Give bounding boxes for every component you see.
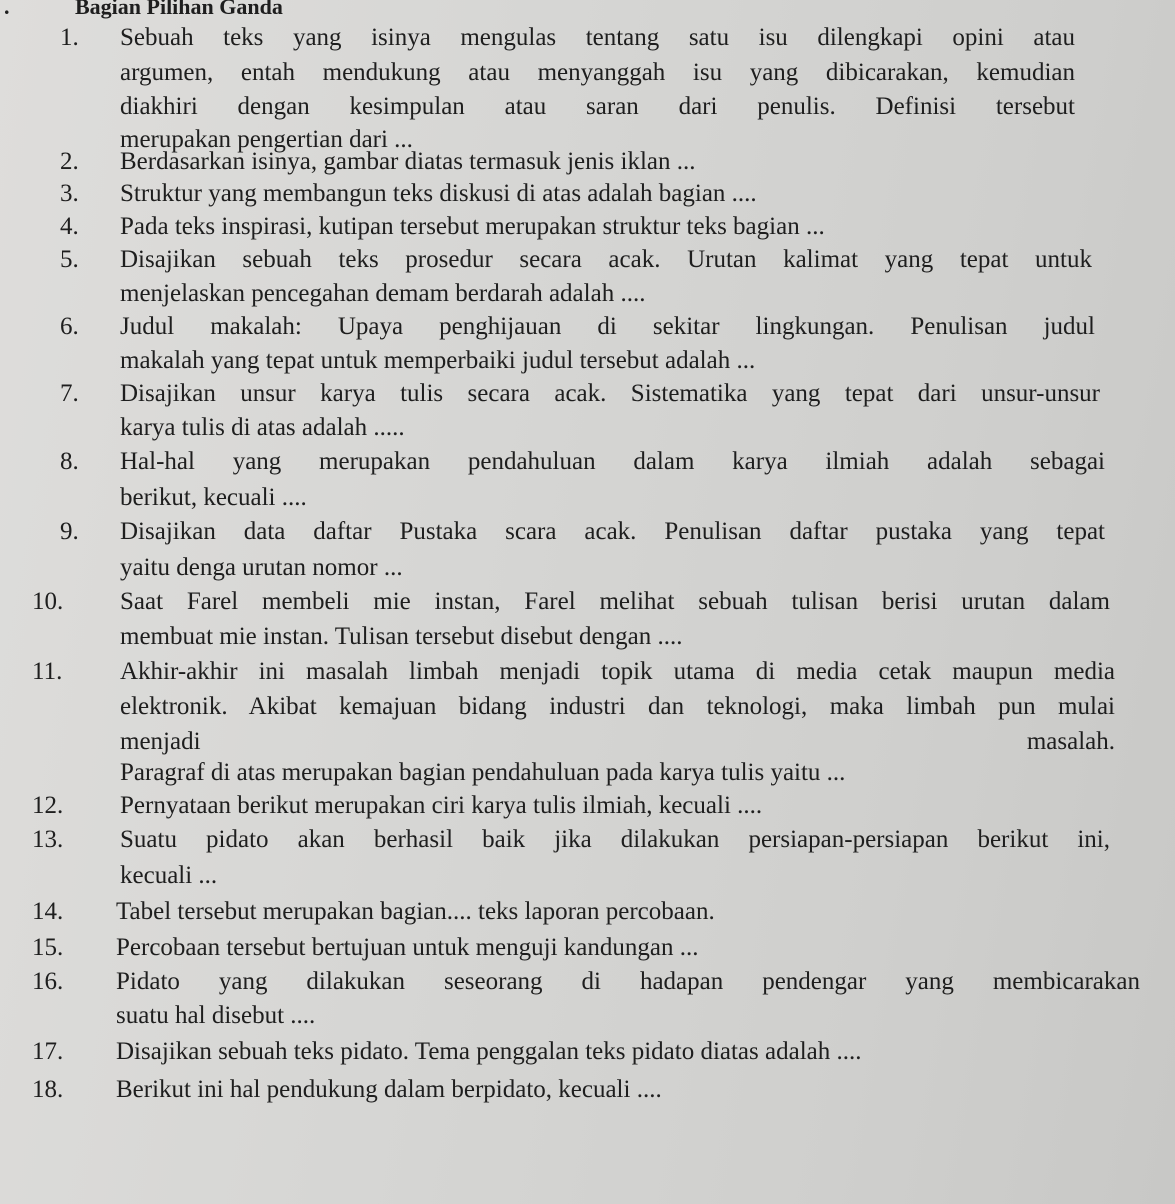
question-text-line: Pernyataan berikut merupakan ciri karya tulis ilmiah, kecuali .... (120, 792, 763, 819)
question-text-line: yaitu denga urutan nomor ... (120, 554, 403, 581)
question-text-line: Hal-hal yang merupakan pendahuluan dalam karya ilmiah adalah sebagai (120, 448, 1105, 475)
question-number: 4. (60, 213, 79, 240)
question-text-line: Judul makalah: Upaya penghijauan di sekitar lingkungan. Penulisan judul (120, 313, 1095, 340)
question-number: 16. (32, 968, 64, 995)
question-text-line: Pada teks inspirasi, kutipan tersebut merupakan struktur teks bagian ... (120, 213, 825, 240)
question-text-line: Sebuah teks yang isinya mengulas tentang satu isu dilengkapi opini atau (120, 24, 1075, 51)
section-marker: . (4, 0, 10, 19)
question-number: 8. (60, 448, 79, 475)
question-number: 12. (32, 792, 64, 819)
question-text-line: Berikut ini hal pendukung dalam berpidato, kecuali .... (116, 1076, 662, 1103)
question-number: 5. (60, 246, 79, 273)
question-text-line: Berdasarkan isinya, gambar diatas termasuk jenis iklan ... (120, 148, 696, 175)
question-text-line: suatu hal disebut .... (116, 1002, 316, 1029)
question-number: 10. (32, 588, 64, 615)
question-number: 15. (32, 934, 64, 961)
question-text-line: elektronik. Akibat kemajuan bidang industri dan teknologi, maka limbah pun mulai (120, 693, 1115, 720)
question-text-line: kecuali ... (120, 862, 218, 889)
question-number: 9. (60, 518, 79, 545)
question-number: 11. (32, 658, 63, 685)
question-text-line: Disajikan sebuah teks pidato. Tema penggalan teks pidato diatas adalah .... (116, 1038, 862, 1065)
question-number: 2. (60, 148, 79, 175)
section-title: Bagian Pilihan Ganda (75, 0, 283, 19)
question-number: 14. (32, 898, 64, 925)
question-text-line: argumen, entah mendukung atau menyanggah isu yang dibicarakan, kemudian (120, 59, 1075, 86)
question-text-line: diakhiri dengan kesimpulan atau saran dari penulis. Definisi tersebut (120, 93, 1075, 120)
question-number: 13. (32, 826, 64, 853)
question-text-line: Disajikan unsur karya tulis secara acak. Sistematika yang tepat dari unsur-unsur (120, 380, 1100, 407)
question-text-line: menjelaskan pencegahan demam berdarah adalah .... (120, 280, 646, 307)
question-text-line: Akhir-akhir ini masalah limbah menjadi topik utama di media cetak maupun media (120, 658, 1115, 685)
question-text-line: merupakan pengertian dari ... (120, 126, 413, 153)
question-number: 17. (32, 1038, 64, 1065)
question-text-line: Tabel tersebut merupakan bagian.... teks laporan percobaan. (116, 898, 715, 925)
question-text-line: karya tulis di atas adalah ..... (120, 414, 405, 441)
question-text-line: Pidato yang dilakukan seseorang di hadapan pendengar yang membicarakan (116, 968, 1140, 995)
question-number: 3. (60, 180, 79, 207)
question-text-line: Paragraf di atas merupakan bagian pendahuluan pada karya tulis yaitu ... (120, 759, 846, 786)
question-text-line: Percobaan tersebut bertujuan untuk menguji kandungan ... (116, 934, 699, 961)
question-text-line: Suatu pidato akan berhasil baik jika dilakukan persiapan-persiapan berikut ini, (120, 826, 1110, 853)
question-text-line: Saat Farel membeli mie instan, Farel melihat sebuah tulisan berisi urutan dalam (120, 588, 1110, 615)
question-text-line: menjadi masalah. (120, 728, 1115, 755)
question-text-line: Disajikan data daftar Pustaka scara acak. Penulisan daftar pustaka yang tepat (120, 518, 1105, 545)
question-text-line: Struktur yang membangun teks diskusi di atas adalah bagian .... (120, 180, 757, 207)
question-number: 1. (60, 24, 79, 51)
question-text-line: berikut, kecuali .... (120, 484, 307, 511)
question-number: 6. (60, 313, 79, 340)
question-text-line: Disajikan sebuah teks prosedur secara acak. Urutan kalimat yang tepat untuk (120, 246, 1092, 273)
question-text-line: makalah yang tepat untuk memperbaiki judul tersebut adalah ... (120, 347, 756, 374)
question-number: 7. (60, 380, 79, 407)
question-text-line: membuat mie instan. Tulisan tersebut disebut dengan .... (120, 623, 683, 650)
question-number: 18. (32, 1076, 64, 1103)
